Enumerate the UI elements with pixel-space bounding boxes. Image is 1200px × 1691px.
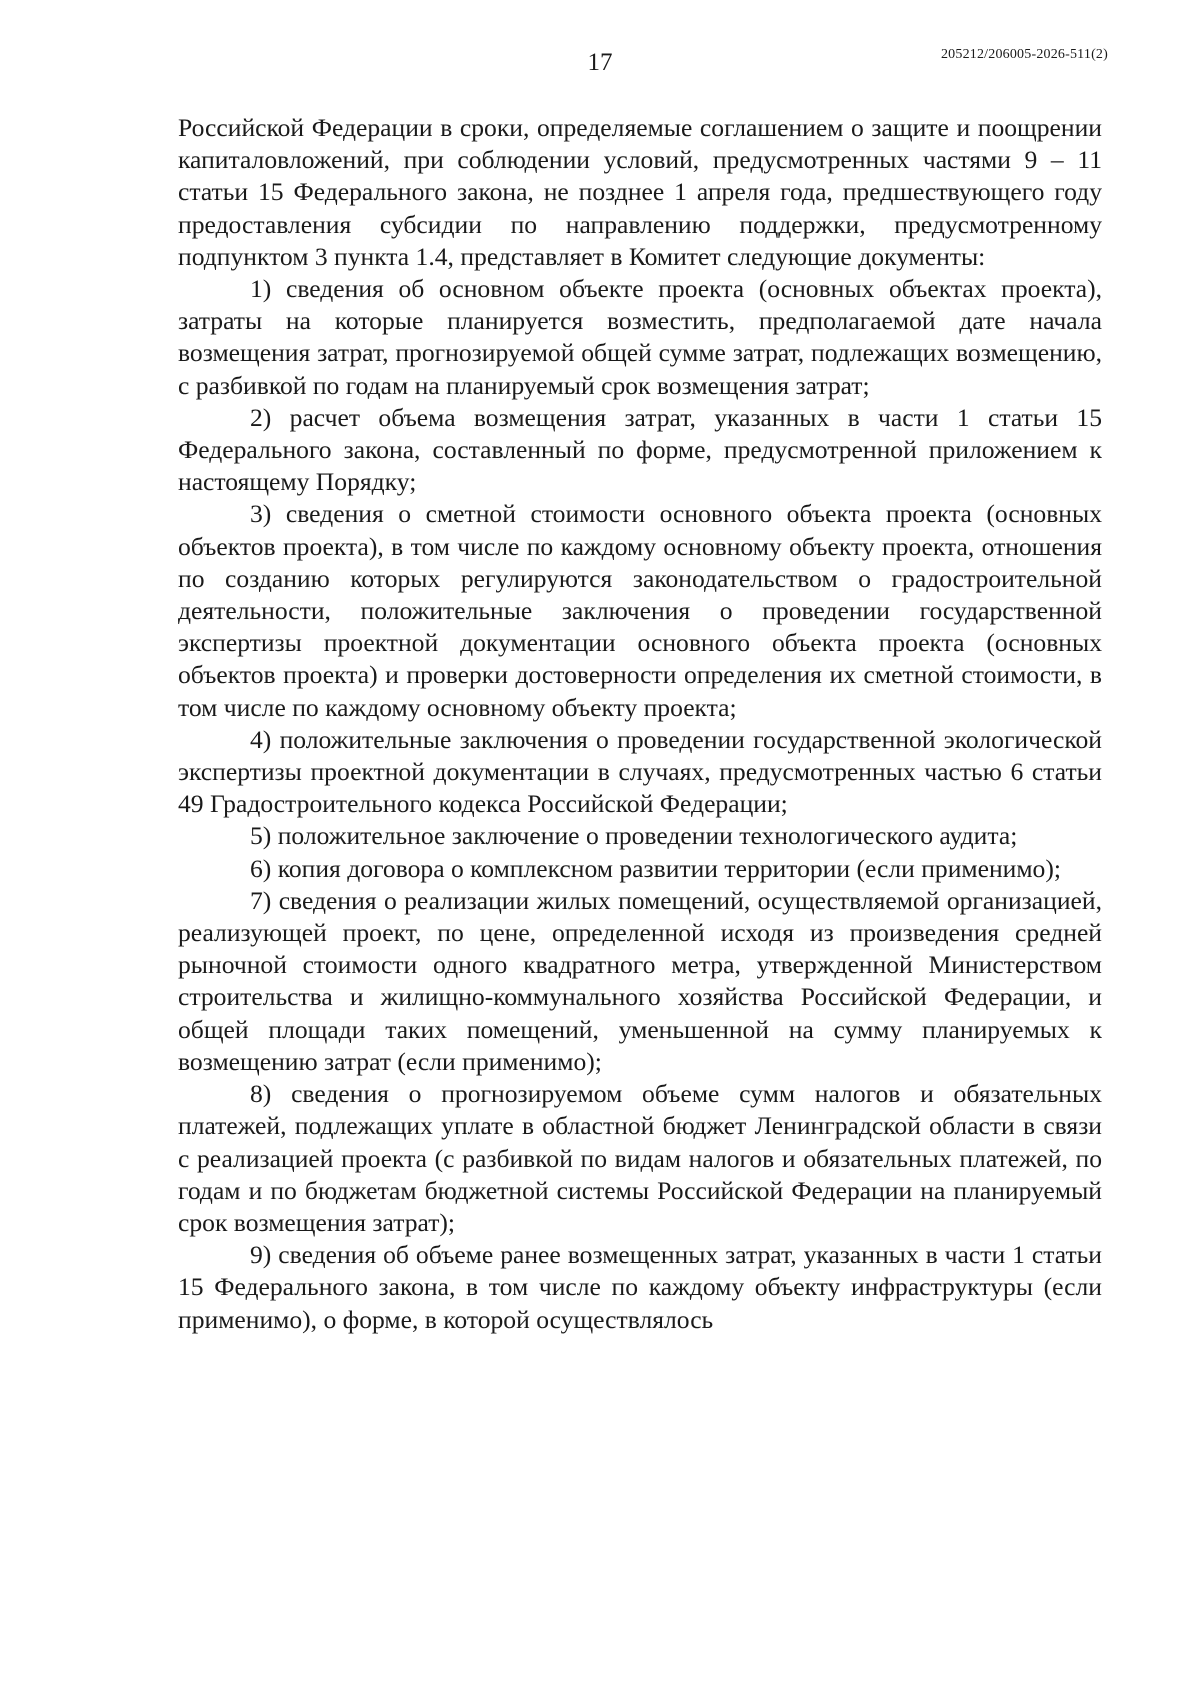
list-item-6: 6) копия договора о комплексном развитии территории (если применимо); (250, 853, 1061, 883)
paragraph-intro: Российской Федерации в сроки, определяемые соглашением о защите и поощрении капиталовложений, при соблюдении условий, предусмотренных частями 9 – 11 статьи 15 Федерального закона, не позднее 1 апреля года, предшествующего году предоставления субсидии по направлению поддержки, предусмотренному подпунктом 3 пункта 1.4, представляет в Комитет следующие документы: (178, 113, 1102, 271)
list-item-4: 4) положительные заключения о проведении государственной экологической экспертизы проектной документации в случаях, предусмотренных частью 6 статьи 49 Градостроительного кодекса Российской Федерации; (178, 724, 1102, 819)
page-number: 17 (587, 49, 613, 76)
document-code: 205212/206005-2026-511(2) (940, 47, 1108, 62)
document-body (178, 112, 1102, 1336)
list-item-1: 1) сведения об основном объекте проекта (основных объектах проекта), затраты на которые планируется возместить, предполагаемой дате начала возмещения затрат, прогнозируемой общей сумме затрат, подлежащих возмещению, с разбивкой по годам на планируемый срок возмещения затрат; (178, 274, 1102, 400)
list-item-8: 8) сведения о прогнозируемом объеме сумм налогов и обязательных платежей, подлежащих уплате в областной бюджет Ленинградской области в связи с реализацией проекта (с разбивкой по видам налогов и обязательных платежей, по годам и по бюджетам бюджетной системы Российской Федерации на планируемый срок возмещения затрат); (178, 1079, 1102, 1237)
list-item-7: 7) сведения о реализации жилых помещений, осуществляемой организацией, реализующей проект, по цене, определенной исходя из произведения средней рыночной стоимости одного квадратного метра, утвержденной Министерством строительства и жилищно-коммунального хозяйства Российской Федерации, и общей площади таких помещений, уменьшенной на сумму планируемых к возмещению затрат (если применимо); (178, 885, 1102, 1076)
list-item-5: 5) положительное заключение о проведении технологического аудита; (250, 821, 1018, 851)
list-item-2: 2) расчет объема возмещения затрат, указанных в части 1 статьи 15 Федерального закона, составленный по форме, предусмотренной приложением к настоящему Порядку; (178, 402, 1102, 497)
list-item-3: 3) сведения о сметной стоимости основного объекта проекта (основных объектов проекта), в том числе по каждому основному объекту проекта, отношения по созданию которых регулируются законодательством о градостроительной деятельности, положительные заключения о проведении государственной экспертизы проектной документации основного объекта проекта (основных объектов проекта) и проверки достоверности определения их сметной стоимости, в том числе по каждому основному объекту проекта; (178, 499, 1102, 722)
list-item-9: 9) сведения об объеме ранее возмещенных затрат, указанных в части 1 статьи 15 Федерального закона, в том числе по каждому объекту инфраструктуры (если применимо), о форме, в которой осуществлялось (178, 1240, 1102, 1334)
